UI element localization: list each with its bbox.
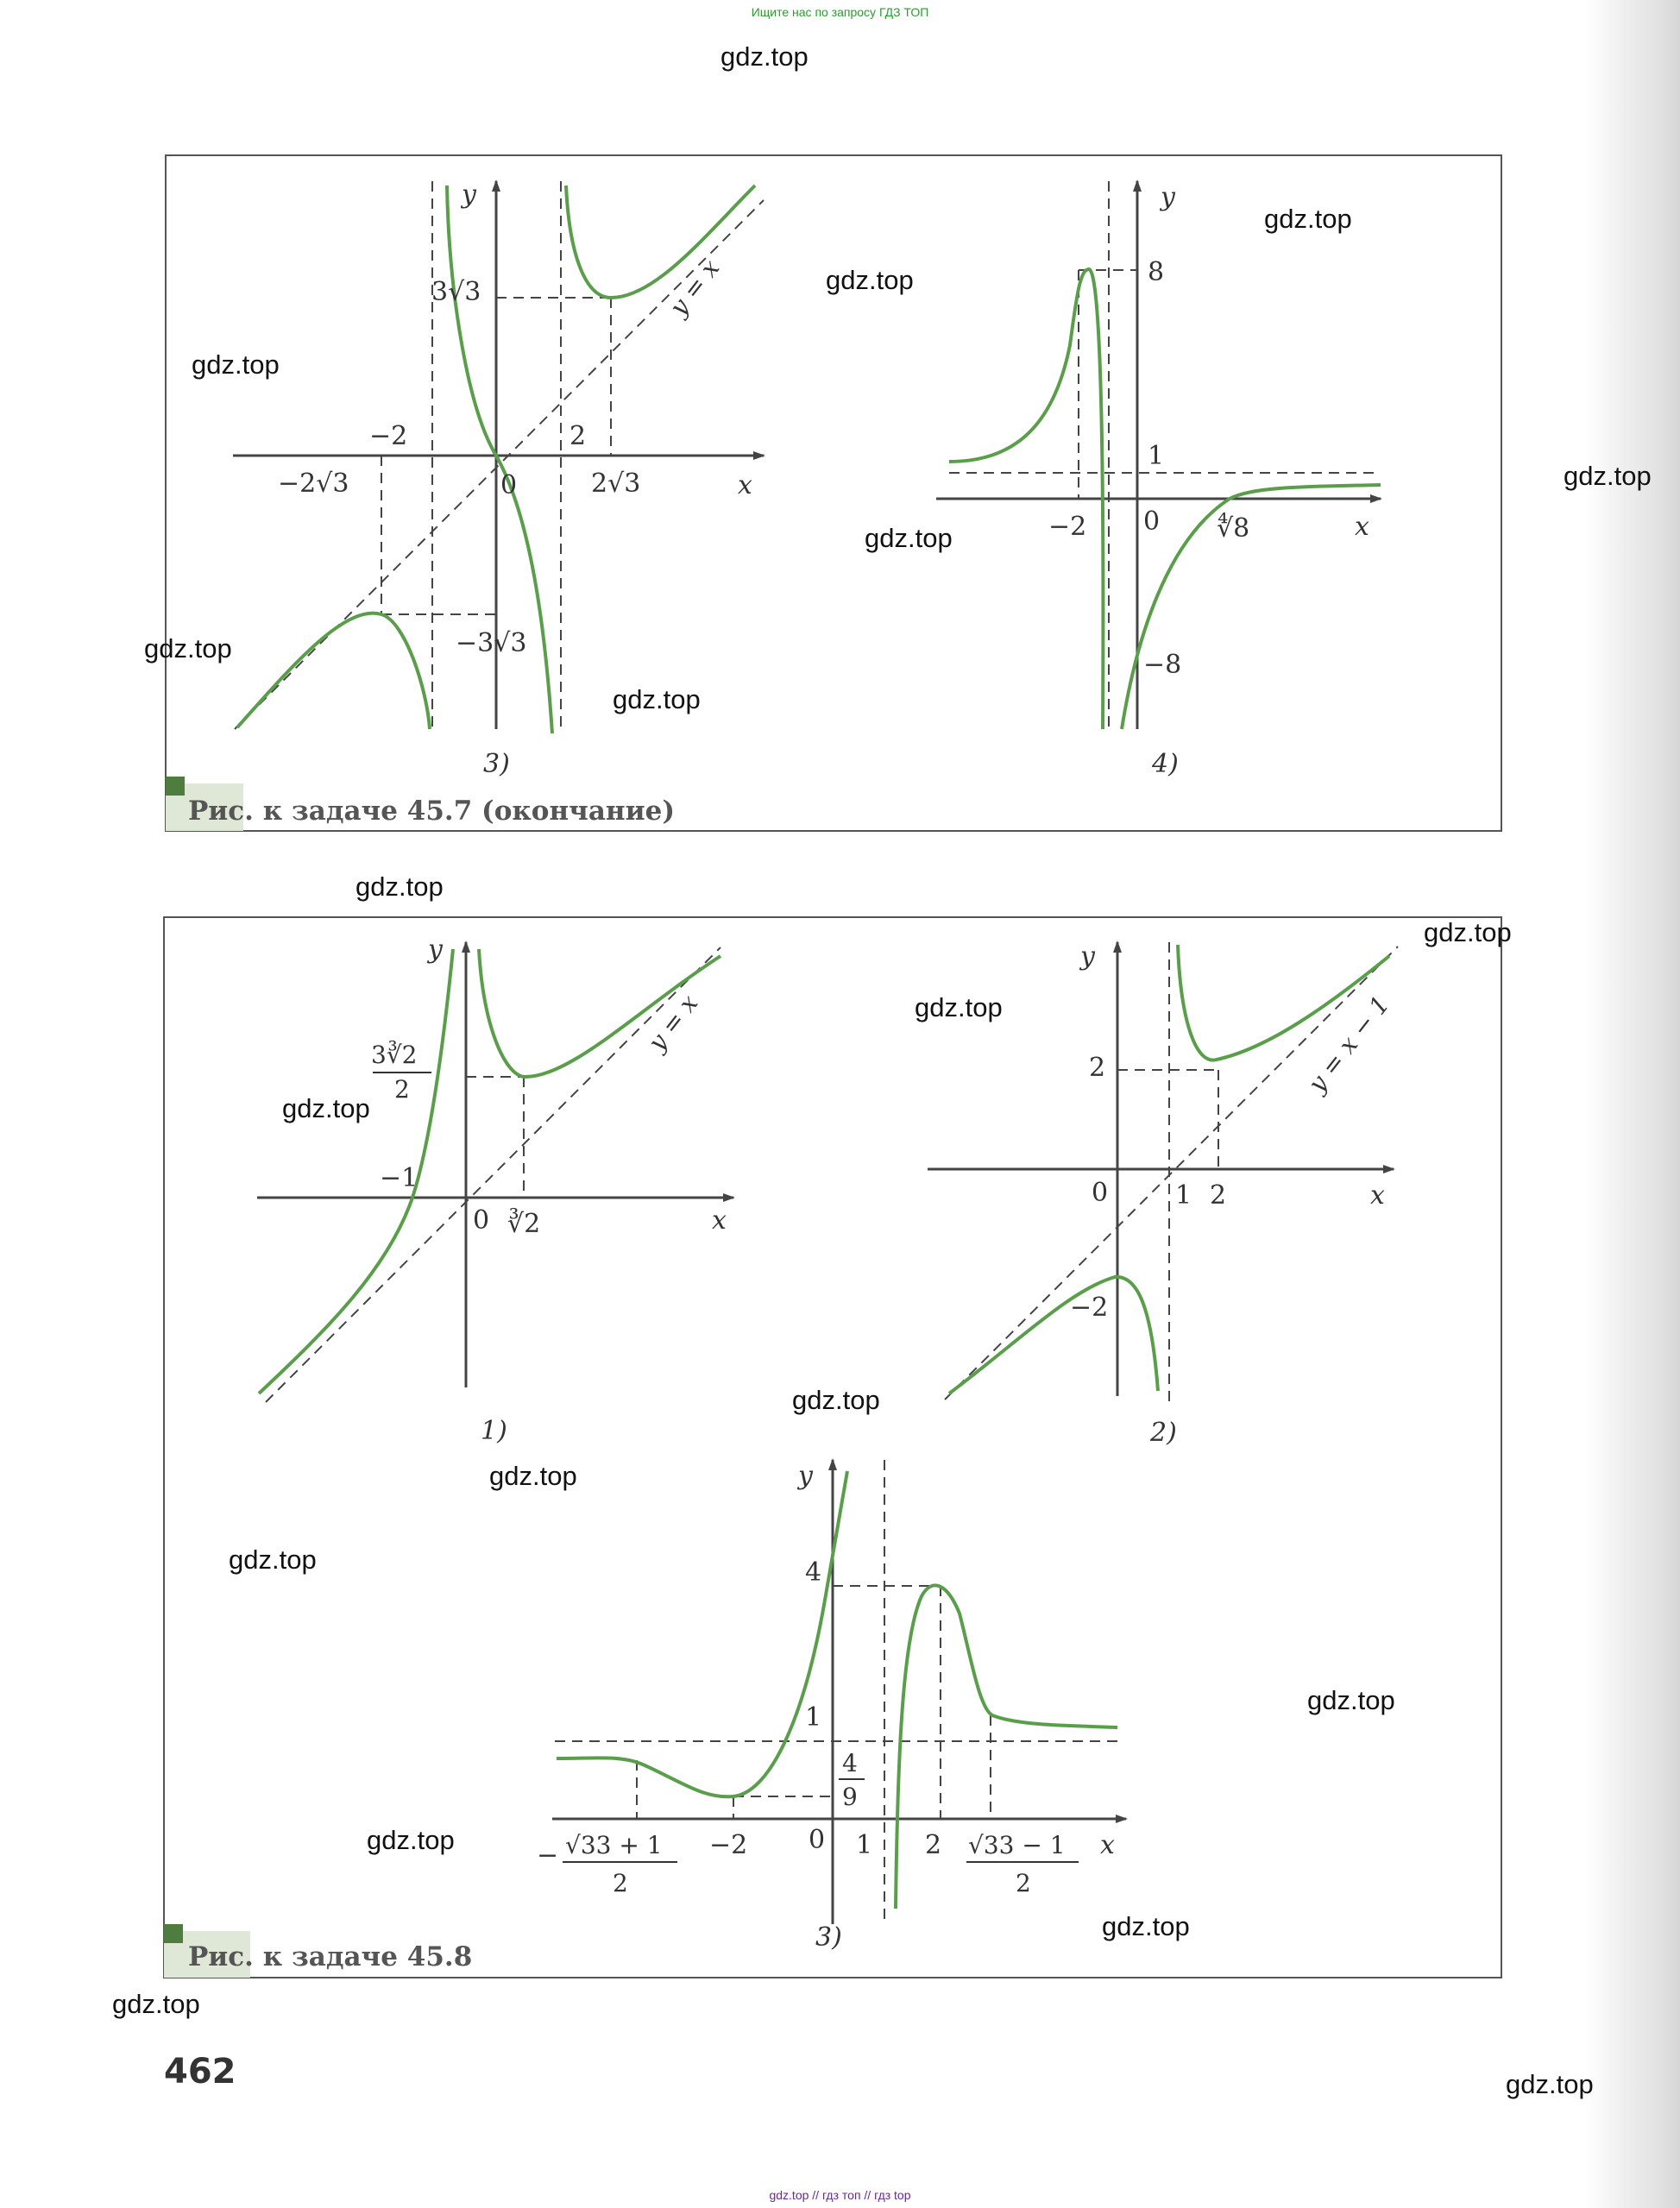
panel-label: 4) xyxy=(1152,749,1179,779)
tick-label: −2√3 xyxy=(278,469,349,499)
y-axis-label: y xyxy=(1080,941,1095,972)
tick-label: 2 xyxy=(613,1869,628,1897)
y-axis-label: y xyxy=(1161,182,1175,212)
tick-label: 2 xyxy=(1016,1869,1031,1897)
asymptote-label: y = x xyxy=(664,254,726,322)
graph-45-8-3 xyxy=(537,1460,1126,1953)
watermark: gdz.top xyxy=(1102,1911,1190,1941)
tick-label: −2 xyxy=(369,421,408,451)
y-axis-label: y xyxy=(462,179,476,210)
dashed-guides xyxy=(266,947,720,1402)
watermark: gdz.top xyxy=(720,41,809,72)
graph-45-8-1 xyxy=(257,934,733,1446)
tick-label: −2 xyxy=(1070,1293,1109,1323)
figure-45-7-frame xyxy=(166,155,1501,831)
x-axis-label: x xyxy=(1100,1830,1115,1860)
x-axis-label: x xyxy=(712,1205,727,1236)
watermark: gdz.top xyxy=(144,633,232,664)
tick-label: 3∛2 xyxy=(371,1041,418,1069)
origin-label: 0 xyxy=(500,470,518,500)
dashed-guides xyxy=(945,942,1398,1402)
x-axis-label: x xyxy=(1355,512,1369,542)
tick-label: −8 xyxy=(1143,650,1182,680)
tick-label: 1 xyxy=(856,1830,873,1860)
asymptote-label: y = x xyxy=(642,989,704,1057)
tick-label: 2 xyxy=(1210,1180,1227,1211)
figure-45-7-caption: Рис. к задаче 45.7 (окончание) xyxy=(188,796,676,827)
x-axis-label: x xyxy=(738,470,752,500)
tick-label: 9 xyxy=(842,1783,858,1811)
caption-square xyxy=(166,777,185,796)
tick-label: √33 − 1 xyxy=(968,1831,1066,1859)
header-note: Ищите нас по запросу ГДЗ ТОП xyxy=(751,5,929,19)
tick-label: 8 xyxy=(1148,257,1165,287)
watermark: gdz.top xyxy=(1307,1685,1395,1715)
watermark: gdz.top xyxy=(613,684,701,714)
tick-label: 4 xyxy=(805,1557,822,1588)
tick-label: 3√3 xyxy=(431,277,481,307)
tick-label: − xyxy=(537,1840,559,1871)
tick-label: ∛2 xyxy=(507,1209,541,1239)
y-axis-label: y xyxy=(798,1461,813,1491)
graph-45-7-4 xyxy=(936,181,1381,779)
tick-label: −2 xyxy=(1048,512,1087,542)
tick-label: 2 xyxy=(1089,1053,1106,1083)
tick-label: −2 xyxy=(709,1830,748,1860)
watermark: gdz.top xyxy=(489,1461,577,1491)
tick-label: −3√3 xyxy=(456,628,527,658)
watermark: gdz.top xyxy=(367,1825,455,1855)
origin-label: 0 xyxy=(473,1205,490,1236)
tick-label: 1 xyxy=(1148,441,1165,471)
tick-label: 4 xyxy=(842,1749,858,1777)
panel-label: 3) xyxy=(483,749,510,779)
watermark: gdz.top xyxy=(282,1093,370,1123)
page-number: 462 xyxy=(164,2052,236,2092)
watermark: gdz.top xyxy=(1424,917,1512,947)
caption-square xyxy=(164,1924,183,1943)
tick-label: √33 + 1 xyxy=(565,1831,663,1859)
tick-label: ∜8 xyxy=(1217,513,1250,544)
tick-label: 2√3 xyxy=(591,469,641,499)
tick-label: 2 xyxy=(394,1075,410,1104)
watermark: gdz.top xyxy=(356,871,444,902)
watermark: gdz.top xyxy=(792,1385,880,1415)
tick-label: 1 xyxy=(1175,1180,1192,1211)
origin-label: 0 xyxy=(1143,506,1161,537)
watermark: gdz.top xyxy=(865,523,953,553)
asymptote-label: y = x − 1 xyxy=(1302,991,1395,1098)
watermark: gdz.top xyxy=(1564,461,1652,491)
watermark: gdz.top xyxy=(915,992,1003,1022)
watermark: gdz.top xyxy=(112,1989,200,2019)
origin-label: 0 xyxy=(809,1825,826,1855)
x-axis-label: x xyxy=(1370,1180,1385,1211)
tick-label: 1 xyxy=(805,1702,822,1733)
panel-label: 3) xyxy=(815,1922,842,1953)
watermark: gdz.top xyxy=(1506,2069,1594,2099)
watermark: gdz.top xyxy=(229,1544,317,1575)
watermark: gdz.top xyxy=(1264,204,1352,234)
tick-label: 2 xyxy=(569,421,587,451)
tick-label: −1 xyxy=(380,1163,418,1193)
figure-45-8-caption: Рис. к задаче 45.8 xyxy=(188,1941,473,1972)
y-axis-label: y xyxy=(428,934,443,965)
tick-label: 2 xyxy=(925,1830,942,1860)
footer-note: gdz.top // гдз топ // гдз top xyxy=(769,2188,911,2202)
panel-label: 1) xyxy=(481,1416,507,1446)
panel-label: 2) xyxy=(1150,1418,1177,1448)
origin-label: 0 xyxy=(1092,1178,1109,1208)
function-curves xyxy=(259,949,720,1393)
watermark: gdz.top xyxy=(826,265,914,295)
watermark: gdz.top xyxy=(192,349,280,380)
